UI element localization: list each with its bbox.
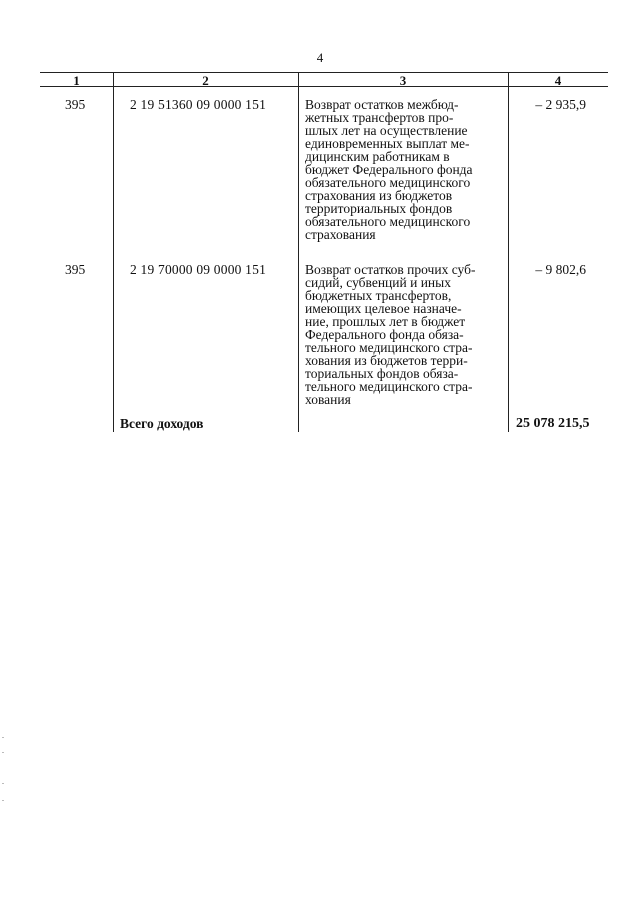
row-1-desc-line: шлых лет на осуществление (305, 123, 468, 138)
row-1-description (305, 98, 503, 241)
scan-speck (2, 783, 4, 784)
row-2-desc-line: тельного медицинского стра- (305, 340, 473, 355)
header-col-1: 1 (73, 73, 80, 88)
row-1-amount: – 2 935,9 (535, 97, 586, 112)
row-2-amount: – 9 802,6 (535, 262, 586, 277)
row-2-desc-line: хования из бюджетов терри- (305, 353, 468, 368)
header-col-4: 4 (554, 73, 562, 88)
row-2-desc-line: хования (305, 392, 351, 407)
total-label: Всего доходов (120, 416, 204, 431)
header-col-2: 2 (202, 73, 209, 88)
row-2-desc-line: бюджетных трансфертов, (305, 288, 452, 303)
row-1-desc-line: жетных трансфертов про- (305, 110, 454, 125)
row-2-desc-line: ние, прошлых лет в бюджет (305, 314, 466, 329)
row-1-desc-line: обязательного медицинского (305, 175, 471, 190)
row-2-classification-code: 2 19 70000 09 0000 151 (130, 262, 267, 277)
row-2-desc-line: имеющих целевое назначе- (305, 301, 462, 316)
column-divider-1 (113, 72, 114, 432)
row-2-desc-line: Федерального фонда обяза- (305, 327, 464, 342)
row-2-desc-line: тельного медицинского стра- (305, 379, 473, 394)
row-2-admin-code: 395 (65, 262, 86, 277)
scan-speck (2, 737, 4, 738)
row-1-desc-line: дицинским работникам в (305, 149, 450, 164)
row-1-admin-code: 395 (65, 97, 86, 112)
row-1-desc-line: бюджет Федерального фонда (305, 162, 473, 177)
row-2-description (305, 263, 503, 406)
header-col-3: 3 (399, 73, 407, 88)
total-amount: 25 078 215,5 (516, 416, 590, 431)
column-divider-2 (298, 72, 299, 432)
column-divider-3 (508, 72, 509, 432)
row-1-desc-line: территориальных фондов (305, 201, 453, 216)
row-1-desc-line: страхования из бюджетов (305, 188, 453, 203)
scan-speck (2, 800, 4, 801)
row-1-desc-line: обязательного медицинского (305, 214, 471, 229)
row-1-desc-line: единовременных выплат ме- (305, 136, 470, 151)
scan-speck (2, 752, 4, 753)
row-1-desc-line: страхования (305, 227, 376, 242)
row-1-desc-line: Возврат остатков межбюд- (305, 97, 459, 112)
page-number: 4 (316, 50, 324, 65)
row-1-classification-code: 2 19 51360 09 0000 151 (130, 97, 267, 112)
row-2-desc-line: Возврат остатков прочих суб- (305, 262, 476, 277)
row-2-desc-line: сидий, субвенций и иных (305, 275, 451, 290)
row-2-desc-line: ториальных фондов обяза- (305, 366, 459, 381)
